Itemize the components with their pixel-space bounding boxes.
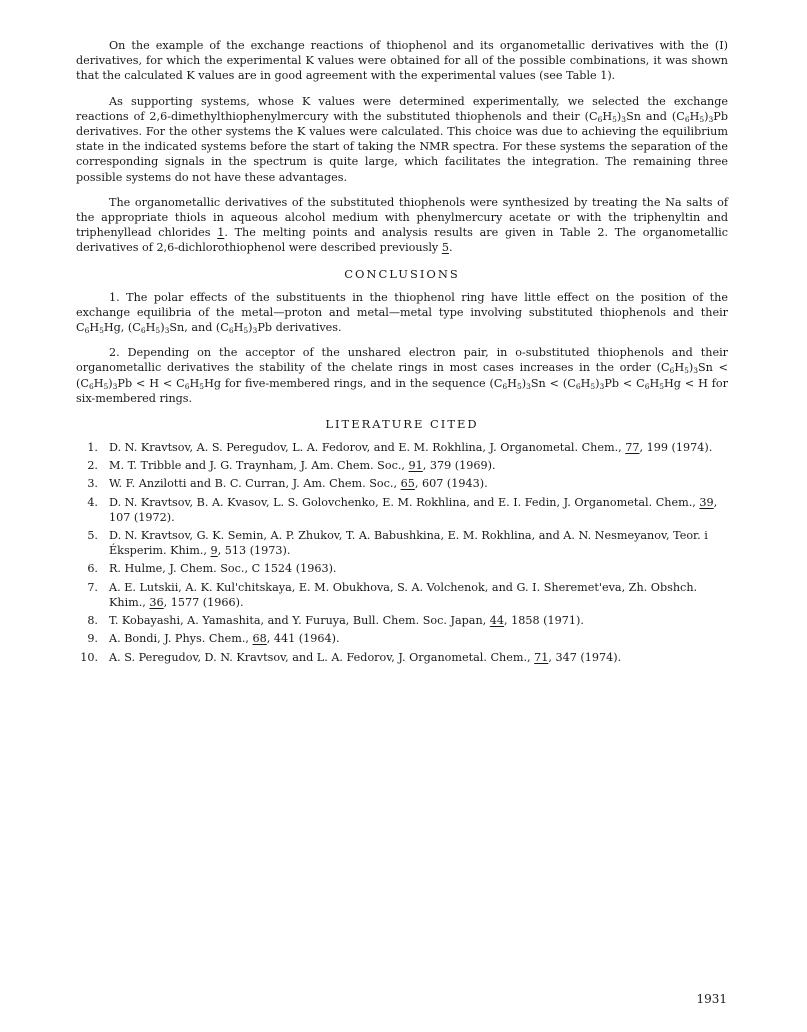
reference-item: [76, 650, 728, 665]
reference-number: 4.: [87, 495, 98, 509]
reference-text: A. Bondi, J. Phys. Chem., 68, 441 (1964).: [109, 632, 340, 646]
literature-heading: LITERATURE CITED: [325, 417, 479, 432]
reference-text: D. N. Kravtsov, B. A. Kvasov, L. S. Golovchenko, E. M. Rokhlina, and E. I. Fedin, J. Organometal. Chem., 39, 107 (1972).: [109, 495, 718, 524]
reference-list: [76, 440, 728, 665]
paragraph-2: As supporting systems, whose K values were determined experimentally, we selected the exchange reactions of 2,6-dimethylthiophenylmercury with the substituted thiophenols and their $(C_6H_5)_3Sn$ and $(C_6H_5)_3Pb$ derivatives. For the other systems the K values were calculated. This choice was due to achieving the equilibrium state in the indicated systems before the start of taking the NMR spectra. For these systems the separation of the corresponding signals in the spectrum is quite large, which facilitates the integration. The remaining three possible systems do not have these advantages.: [76, 94, 728, 184]
conclusion-2: 2. Depending on the acceptor of the unshared electron pair, in o-substituted thiophenols and their organometallic derivatives the stability of the chelate rings in most cases increases in the order $(C_6H_5)_3Sn < (C_6H_5)_3Pb < H < C_6H_5Hg$ for five-membered rings, and in the sequence $(C_6H_5)_3Sn < (C_6H_5)_3Pb < C_6H_5Hg < H$ for six-membered rings.: [76, 346, 728, 405]
reference-text: D. N. Kravtsov, G. K. Semin, A. P. Zhukov, T. A. Babushkina, E. M. Rokhlina, and A. N. Nesmeyanov, Teor. i Éksperim. Khim., 9, 513 (1973).: [109, 529, 708, 558]
page-number: 1931: [696, 992, 727, 1006]
reference-text: D. N. Kravtsov, A. S. Peregudov, L. A. Fedorov, and E. M. Rokhlina, J. Organometal. Chem., 77, 199 (1974).: [109, 441, 713, 455]
reference-number: 10.: [80, 650, 98, 664]
paragraph-3: The organometallic derivatives of the substituted thiophenols were synthesized by treating the Na salts of the appropriate thiols in aqueous alcohol medium with phenylmercury acetate or with the triphenyltin and triphenyllead chlorides 1. The melting points and analysis results are given in Table 2. The organometallic derivatives of 2,6-dichlorothiophenol were described previously 5.: [76, 195, 728, 255]
reference-number: 6.: [87, 562, 98, 576]
reference-item: [76, 631, 728, 646]
reference-item: [76, 440, 728, 455]
paper-page: [76, 38, 728, 668]
reference-number: 2.: [87, 459, 98, 473]
reference-item: [76, 613, 728, 628]
reference-number: 8.: [87, 614, 98, 628]
paragraph-1: On the example of the exchange reactions of thiophenol and its organometallic derivatives with the (I) derivatives, for which the experimental K values were obtained for all of the possible combinations, it was shown that the calculated K values are in good agreement with the experimental values (see Table 1).: [76, 39, 728, 83]
reference-text: R. Hulme, J. Chem. Soc., C 1524 (1963).: [109, 562, 337, 576]
reference-text: W. F. Anzilotti and B. C. Curran, J. Am. Chem. Soc., 65, 607 (1943).: [109, 477, 488, 491]
reference-text: A. E. Lutskii, A. K. Kul'chitskaya, E. M. Obukhova, S. A. Volchenok, and G. I. Sheremet'eva, Zh. Obshch. Khim., 36, 1577 (1966).: [109, 580, 698, 609]
reference-number: 1.: [87, 441, 98, 455]
reference-number: 9.: [87, 632, 98, 646]
reference-item: [76, 580, 728, 610]
reference-item: [76, 528, 728, 558]
conclusions-heading: CONCLUSIONS: [344, 266, 460, 281]
reference-number: 5.: [87, 529, 98, 543]
reference-text: M. T. Tribble and J. G. Traynham, J. Am. Chem. Soc., 91, 379 (1969).: [109, 459, 496, 473]
conclusion-1: 1. The polar effects of the substituents in the thiophenol ring have little effect on the position of the exchange equilibria of the metal—proton and metal—metal type involving substituted thiophenols and their $C_6H_5Hg$, $(C_6H_5)_3Sn$, and $(C_6H_5)_3Pb$ derivatives.: [76, 290, 728, 336]
reference-text: T. Kobayashi, A. Yamashita, and Y. Furuya, Bull. Chem. Soc. Japan, 44, 1858 (1971).: [109, 614, 584, 628]
reference-number: 7.: [87, 580, 98, 594]
reference-item: [76, 495, 728, 525]
reference-item: [76, 561, 728, 576]
reference-item: [76, 476, 728, 491]
reference-text: A. S. Peregudov, D. N. Kravtsov, and L. A. Fedorov, J. Organometal. Chem., 71, 347 (1974).: [109, 650, 622, 664]
reference-number: 3.: [87, 477, 98, 491]
reference-item: [76, 458, 728, 473]
